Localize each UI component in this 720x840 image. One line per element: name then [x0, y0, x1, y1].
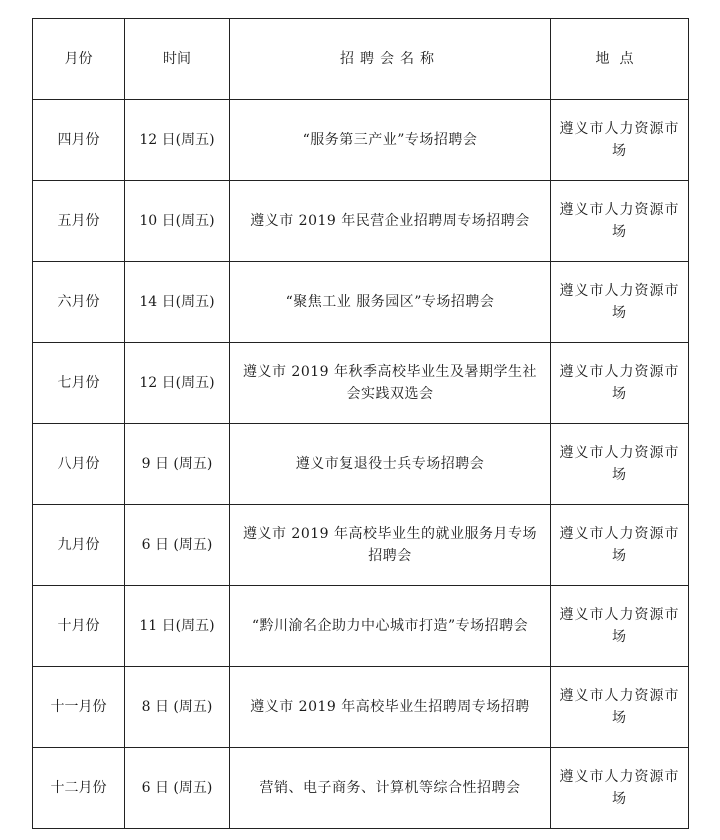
- event-name-cell: 遵义市 2019 年民营企业招聘周专场招聘会: [230, 181, 551, 262]
- table-row: [33, 100, 689, 181]
- location-cell: 遵义市人力资源市场: [551, 181, 689, 262]
- event-name-cell: 遵义市 2019 年秋季高校毕业生及暑期学生社会实践双选会: [230, 343, 551, 424]
- time-cell: 6 日 (周五): [125, 505, 230, 586]
- month-cell: 十二月份: [33, 748, 125, 829]
- event-name-cell: “聚焦工业 服务园区”专场招聘会: [230, 262, 551, 343]
- location-cell: 遵义市人力资源市场: [551, 748, 689, 829]
- event-name-cell: 遵义市复退役士兵专场招聘会: [230, 424, 551, 505]
- job-fair-schedule-table: [32, 18, 689, 829]
- table-header-row: [33, 19, 689, 100]
- month-cell: 四月份: [33, 100, 125, 181]
- event-name-cell: 遵义市 2019 年高校毕业生招聘周专场招聘: [230, 667, 551, 748]
- time-cell: 11 日(周五): [125, 586, 230, 667]
- header-name: 招聘会名称: [230, 19, 551, 100]
- time-cell: 12 日(周五): [125, 100, 230, 181]
- table-row: [33, 343, 689, 424]
- time-cell: 10 日(周五): [125, 181, 230, 262]
- time-cell: 12 日(周五): [125, 343, 230, 424]
- table-row: [33, 424, 689, 505]
- table-row: [33, 505, 689, 586]
- event-name-cell: “黔川渝名企助力中心城市打造”专场招聘会: [230, 586, 551, 667]
- table-row: [33, 586, 689, 667]
- table-row: [33, 181, 689, 262]
- time-cell: 14 日(周五): [125, 262, 230, 343]
- header-place: 地点: [551, 19, 689, 100]
- table-row: [33, 262, 689, 343]
- location-cell: 遵义市人力资源市场: [551, 343, 689, 424]
- location-cell: 遵义市人力资源市场: [551, 667, 689, 748]
- location-cell: 遵义市人力资源市场: [551, 100, 689, 181]
- event-name-cell: “服务第三产业”专场招聘会: [230, 100, 551, 181]
- location-cell: 遵义市人力资源市场: [551, 424, 689, 505]
- month-cell: 十月份: [33, 586, 125, 667]
- month-cell: 八月份: [33, 424, 125, 505]
- event-name-cell: 营销、电子商务、计算机等综合性招聘会: [230, 748, 551, 829]
- location-cell: 遵义市人力资源市场: [551, 505, 689, 586]
- event-name-cell: 遵义市 2019 年高校毕业生的就业服务月专场招聘会: [230, 505, 551, 586]
- table-row: [33, 667, 689, 748]
- table-row: [33, 748, 689, 829]
- month-cell: 十一月份: [33, 667, 125, 748]
- time-cell: 8 日 (周五): [125, 667, 230, 748]
- month-cell: 七月份: [33, 343, 125, 424]
- header-month: 月份: [33, 19, 125, 100]
- location-cell: 遵义市人力资源市场: [551, 262, 689, 343]
- month-cell: 六月份: [33, 262, 125, 343]
- time-cell: 6 日 (周五): [125, 748, 230, 829]
- header-time: 时间: [125, 19, 230, 100]
- location-cell: 遵义市人力资源市场: [551, 586, 689, 667]
- month-cell: 九月份: [33, 505, 125, 586]
- month-cell: 五月份: [33, 181, 125, 262]
- time-cell: 9 日 (周五): [125, 424, 230, 505]
